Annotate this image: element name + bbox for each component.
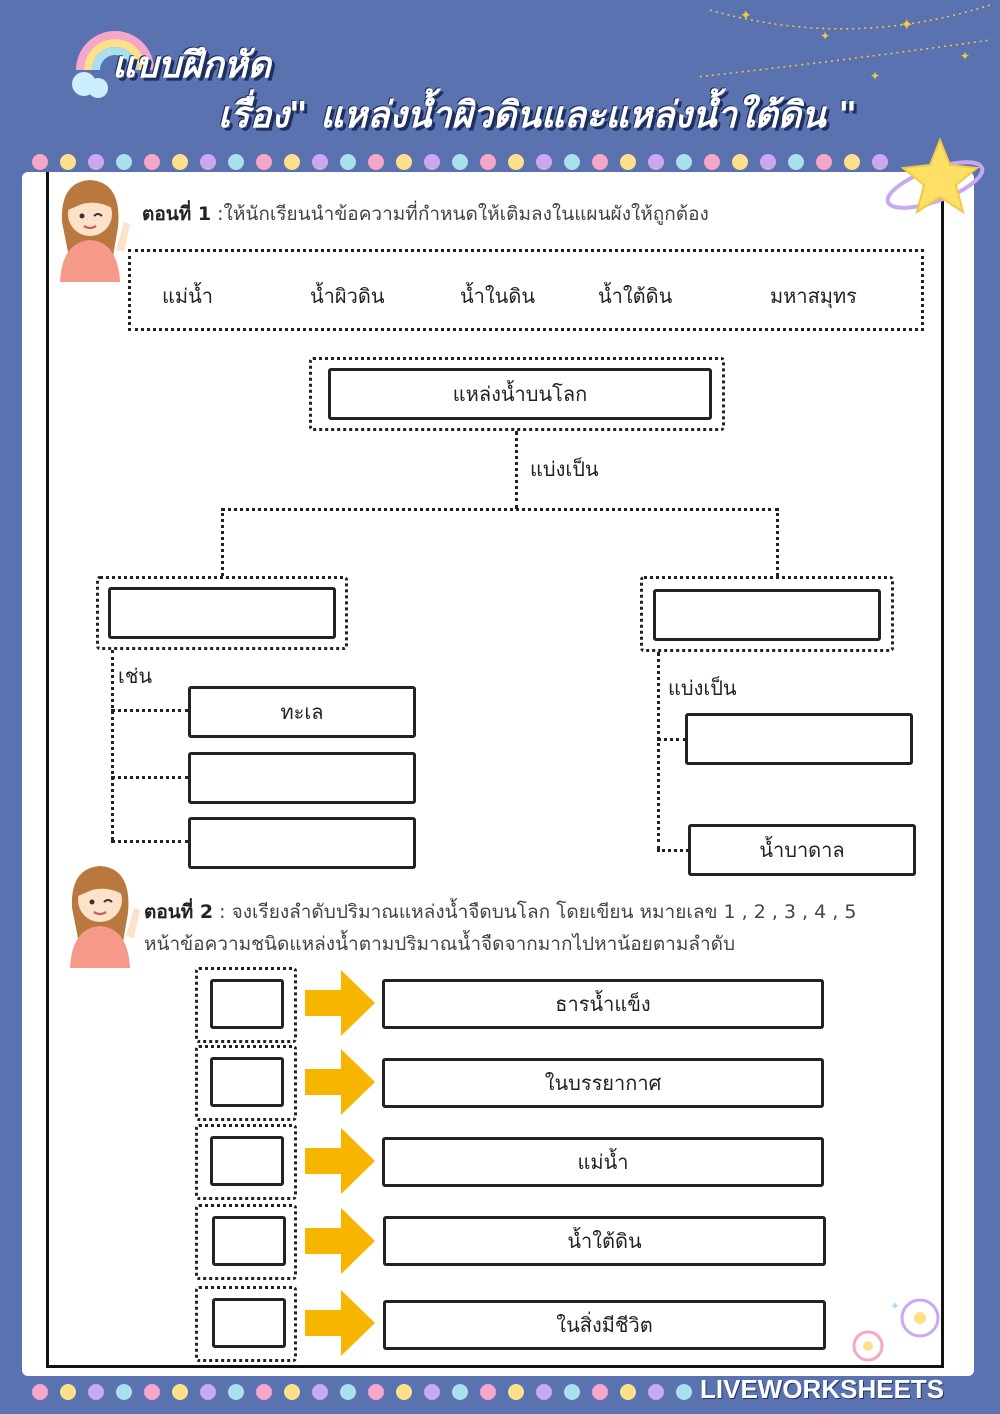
right-branch-answer-box[interactable]: [653, 589, 881, 641]
divided-label: แบ่งเป็น: [530, 457, 599, 481]
svg-text:✦: ✦: [820, 29, 831, 43]
dots-border-top: [0, 150, 1000, 174]
connector-line: [111, 709, 189, 712]
connector-line: [657, 652, 660, 850]
water-source-box: น้ำใต้ดิน: [383, 1216, 826, 1266]
connector-line: [221, 508, 779, 511]
liveworksheets-logo: LIVEWORKSHEETS: [700, 1374, 945, 1404]
right-item-box: น้ำบาดาล: [688, 824, 916, 876]
part1-heading: ตอนที่ 1: [142, 203, 212, 225]
connector-line: [776, 508, 779, 576]
rank-answer-box[interactable]: [212, 1298, 286, 1348]
star-planet-icon: [880, 130, 990, 230]
svg-text:✦: ✦: [870, 69, 881, 83]
connector-line: [515, 431, 518, 509]
title-line-1: แบบฝึกหัด: [112, 45, 271, 86]
svg-text:✦: ✦: [740, 8, 752, 24]
part1-instruction: [142, 199, 709, 229]
connector-line: [111, 776, 189, 779]
part1-instruction-text: :ให้นักเรียนนำข้อความที่กำหนดให้เติมลงในแผนผังให้ถูกต้อง: [211, 203, 709, 225]
left-item-answer-box[interactable]: [188, 752, 416, 804]
connector-line: [111, 650, 114, 840]
divided-label: แบ่งเป็น: [668, 676, 737, 700]
word-bank-item[interactable]: แม่น้ำ: [162, 284, 213, 308]
water-source-box: ในบรรยากาศ: [382, 1058, 824, 1108]
rank-answer-box[interactable]: [210, 1136, 284, 1186]
water-source-box: แม่น้ำ: [382, 1137, 824, 1187]
rank-answer-box[interactable]: [210, 979, 284, 1029]
connector-line: [657, 738, 687, 741]
part2-instruction-text: : จงเรียงลำดับปริมาณแหล่งน้ำจืดบนโลก โดยเขียน หมายเลข 1 , 2 , 3 , 4 , 5: [213, 901, 857, 923]
part2-heading: ตอนที่ 2: [144, 901, 214, 923]
title-line-2: เรื่อง" แหล่งน้ำผิวดินและแหล่งน้ำใต้ดิน ": [218, 95, 858, 136]
left-branch-answer-box[interactable]: [108, 587, 336, 639]
left-item-box: ทะเล: [188, 686, 416, 738]
water-source-box: ธารน้ำแข็ง: [382, 979, 824, 1029]
arrow-right-icon: [305, 1288, 375, 1358]
word-bank-item[interactable]: มหาสมุทร: [770, 284, 857, 308]
girl-pointing-icon: [62, 858, 142, 968]
arrow-right-icon: [305, 968, 375, 1038]
flowers-decoration-icon: [840, 1290, 960, 1380]
water-source-box: ในสิ่งมีชีวิต: [383, 1300, 826, 1350]
arrow-right-icon: [305, 1047, 375, 1117]
part2-instruction-line2: หน้าข้อความชนิดแหล่งน้ำตามปริมาณน้ำจืดจากมากไปหาน้อยตามลำดับ: [144, 933, 736, 955]
stars-decoration-icon: [700, 0, 1000, 120]
arrow-right-icon: [305, 1206, 375, 1276]
svg-text:✦: ✦: [890, 1299, 901, 1313]
word-bank-item[interactable]: น้ำใต้ดิน: [598, 284, 673, 308]
word-bank-item[interactable]: น้ำผิวดิน: [310, 284, 385, 308]
svg-text:✦: ✦: [900, 15, 914, 34]
connector-line: [111, 840, 189, 843]
word-bank-item[interactable]: น้ำในดิน: [460, 284, 535, 308]
left-item-answer-box[interactable]: [188, 817, 416, 869]
arrow-right-icon: [305, 1126, 375, 1196]
connector-line: [221, 508, 224, 576]
worksheet-frame: [46, 172, 944, 1368]
example-label: เช่น: [118, 664, 153, 688]
right-item-answer-box[interactable]: [685, 713, 913, 765]
girl-pointing-icon: [52, 172, 132, 282]
root-node: แหล่งน้ำบนโลก: [328, 368, 712, 420]
rank-answer-box[interactable]: [210, 1057, 284, 1107]
connector-line: [657, 849, 689, 852]
svg-text:✦: ✦: [960, 49, 971, 63]
rank-answer-box[interactable]: [212, 1216, 286, 1266]
part2-instruction-line1: [144, 897, 856, 927]
